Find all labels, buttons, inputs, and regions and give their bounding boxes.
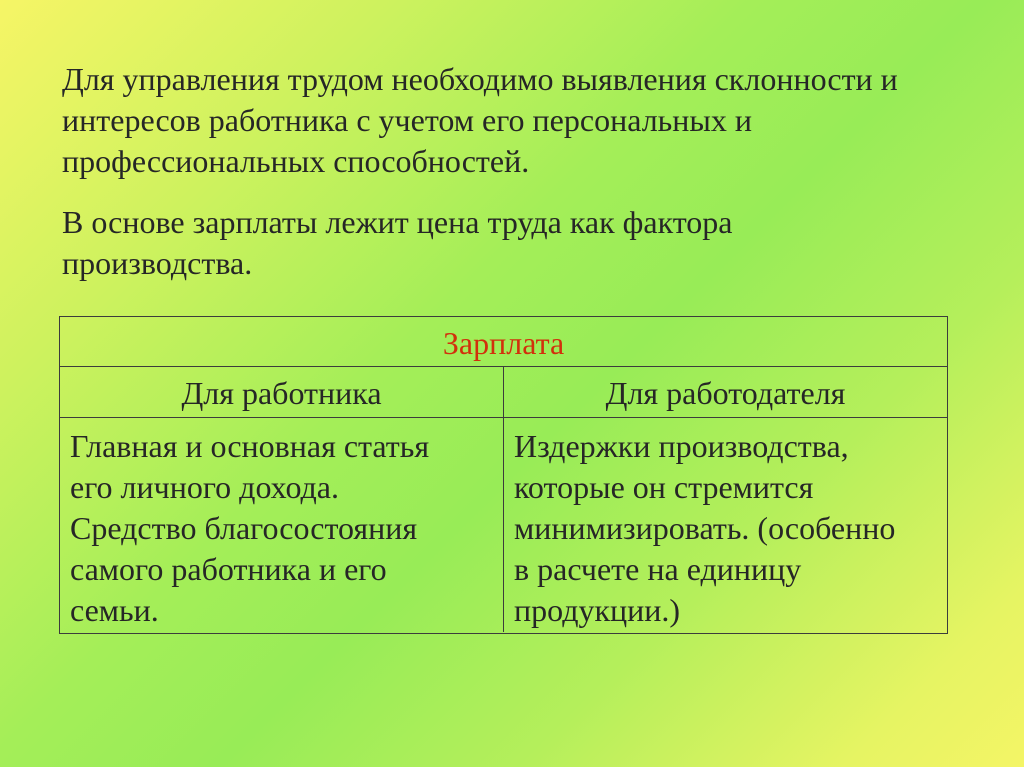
cell-line: его личного дохода. — [70, 469, 339, 505]
cell-line: самого работника и его — [70, 551, 387, 587]
paragraph-line: профессиональных способностей. — [62, 143, 530, 179]
table-title: Зарплата — [60, 317, 947, 367]
salary-table — [59, 316, 948, 634]
cell-line: Издержки производства, — [514, 428, 849, 464]
cell-line: в расчете на единицу — [514, 551, 802, 587]
cell-line: Главная и основная статья — [70, 428, 430, 464]
paragraph-line: производства. — [62, 245, 253, 281]
cell-line: минимизировать. (особенно — [514, 510, 896, 546]
cell-line: Средство благосостояния — [70, 510, 418, 546]
employer-cell — [504, 418, 947, 632]
cell-line: которые он стремится — [514, 469, 814, 505]
table-header-row — [60, 367, 947, 418]
column-header-employee: Для работника — [60, 367, 504, 417]
cell-line: семьи. — [70, 592, 159, 628]
employee-cell — [60, 418, 504, 632]
intro-paragraph — [62, 59, 898, 182]
paragraph-line: интересов работника с учетом его персональных и — [62, 102, 752, 138]
paragraph-line: В основе зарплаты лежит цена труда как фактора — [62, 204, 733, 240]
table-body-row — [60, 418, 947, 632]
salary-basis-paragraph — [62, 202, 733, 284]
paragraph-line: Для управления трудом необходимо выявления склонности и — [62, 61, 898, 97]
cell-line: продукции.) — [514, 592, 681, 628]
column-header-employer: Для работодателя — [605, 375, 846, 411]
